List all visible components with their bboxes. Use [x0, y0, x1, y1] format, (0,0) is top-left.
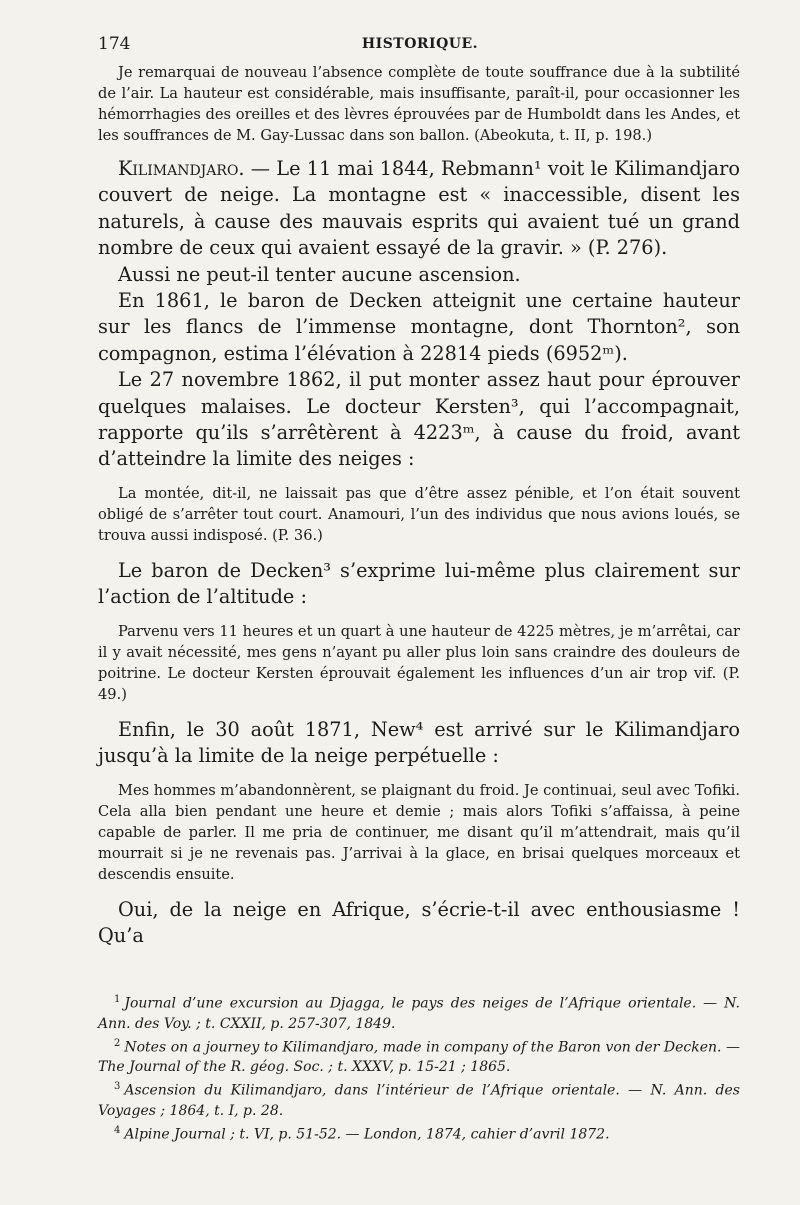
footnote: [98, 1034, 740, 1078]
footnote-number: 3: [114, 1081, 121, 1093]
page-header: [98, 34, 742, 58]
footnote-text: Ascension du Kilimandjaro, dans l’intérieur de l’Afrique orientale. — N. Ann. des Voyages ; 1864, t. I, p. 28.: [98, 1082, 740, 1119]
running-title: HISTORIQUE.: [361, 36, 479, 52]
footnote-text: Journal d’une excursion au Djagga, le pays des neiges de l’Afrique orientale. — N. Ann. des Voy. ; t. CXXII, p. 257-307, 1849.: [98, 995, 740, 1032]
paragraph-text: — Le 11 mai 1844, Rebmann¹ voit le Kilimandjaro couvert de neige. La montagne est « inaccessible, disent les naturels, à cause des mauvais esprits qui avaient tué un grand nombre de ceux qui avaient essayé de la gravir. » (P. 276).: [98, 157, 740, 260]
main-text: [98, 62, 740, 949]
paragraph-enthusiasm: Oui, de la neige en Afrique, s’écrie-t-il avec enthousiasme ! Qu’a: [98, 897, 740, 947]
page-number: 174: [98, 34, 131, 54]
footnote: [98, 1077, 740, 1121]
paragraph-1862: Le 27 novembre 1862, il put monter assez haut pour éprouver quelques malaises. Le docteur Kersten³, qui l’accompagnait, rapporte qu’ils s’arrêtèrent à 4223ᵐ, à cause du froid, avant d’atteindre la limite des neiges :: [98, 368, 740, 471]
quote-kersten: La montée, dit-il, ne laissait pas que d’être assez pénible, et l’on était souvent obligé de s’arrêter tout court. Anamouri, l’un des individus que nous avions loués, se trouva aussi indisposé. (P. 36.): [98, 484, 740, 544]
quoted-paragraph-abeokuta: Je remarquai de nouveau l’absence complète de toute souffrance due à la subtilité de l’air. La hauteur est considérable, mais insuffisante, paraît-il, pour occasionner les hémorrhagies des oreilles et des lèvres éprouvées par de Humboldt dans les Andes, et les souffrances de M. Gay-Lussac dans son ballon. (Abeokuta, t. II, p. 198.): [98, 64, 740, 144]
section-heading: Kilimandjaro.: [118, 157, 245, 180]
paragraph-kilimandjaro: [98, 156, 740, 262]
paragraph-decken-action: Le baron de Decken³ s’exprime lui-même plus clairement sur l’action de l’altitude :: [98, 558, 740, 609]
footnote-number: 4: [114, 1124, 121, 1136]
footnote: [98, 1121, 740, 1145]
footnote-text: Alpine Journal ; t. VI, p. 51-52. — London, 1874, cahier d’avril 1872.: [124, 1126, 610, 1143]
footnotes: [98, 990, 740, 1145]
paragraph-ascension: Aussi ne peut-il tenter aucune ascension.: [118, 262, 521, 286]
paragraph-new-1871: Enfin, le 30 août 1871, New⁴ est arrivé sur le Kilimandjaro jusqu’à la limite de la neige perpétuelle :: [98, 717, 740, 768]
footnote: [98, 990, 740, 1034]
footnote-text: Notes on a journey to Kilimandjaro, made in company of the Baron von der Decken. — The Journal of the R. géog. Soc. ; t. XXXV, p. 15-21 ; 1865.: [98, 1039, 740, 1076]
quote-decken: Parvenu vers 11 heures et un quart à une hauteur de 4225 mètres, je m’arrêtai, car il y avait nécessité, mes gens n’ayant pu aller plus loin sans craindre des douleurs de poitrine. Le docteur Kersten éprouvait également les influences d’un air trop vif. (P. 49.): [98, 622, 740, 703]
footnote-number: 2: [114, 1037, 121, 1049]
paragraph-decken-1861: En 1861, le baron de Decken atteignit une certaine hauteur sur les flancs de l’immense montagne, dont Thornton², son compagnon, estima l’élévation à 22814 pieds (6952ᵐ).: [98, 289, 740, 365]
quote-new: Mes hommes m’abandonnèrent, se plaignant du froid. Je continuai, seul avec Tofiki. Cela alla bien pendant une heure et demie ; mais alors Tofiki s’affaissa, à peine capable de parler. Il me pria de continuer, me disant qu’il m’attendrait, mais qu’il mourrait si je ne revenais pas. J’arrivai à la glace, en brisai quelques morceaux et descendis ensuite.: [98, 781, 740, 883]
footnote-number: 1: [114, 994, 121, 1005]
